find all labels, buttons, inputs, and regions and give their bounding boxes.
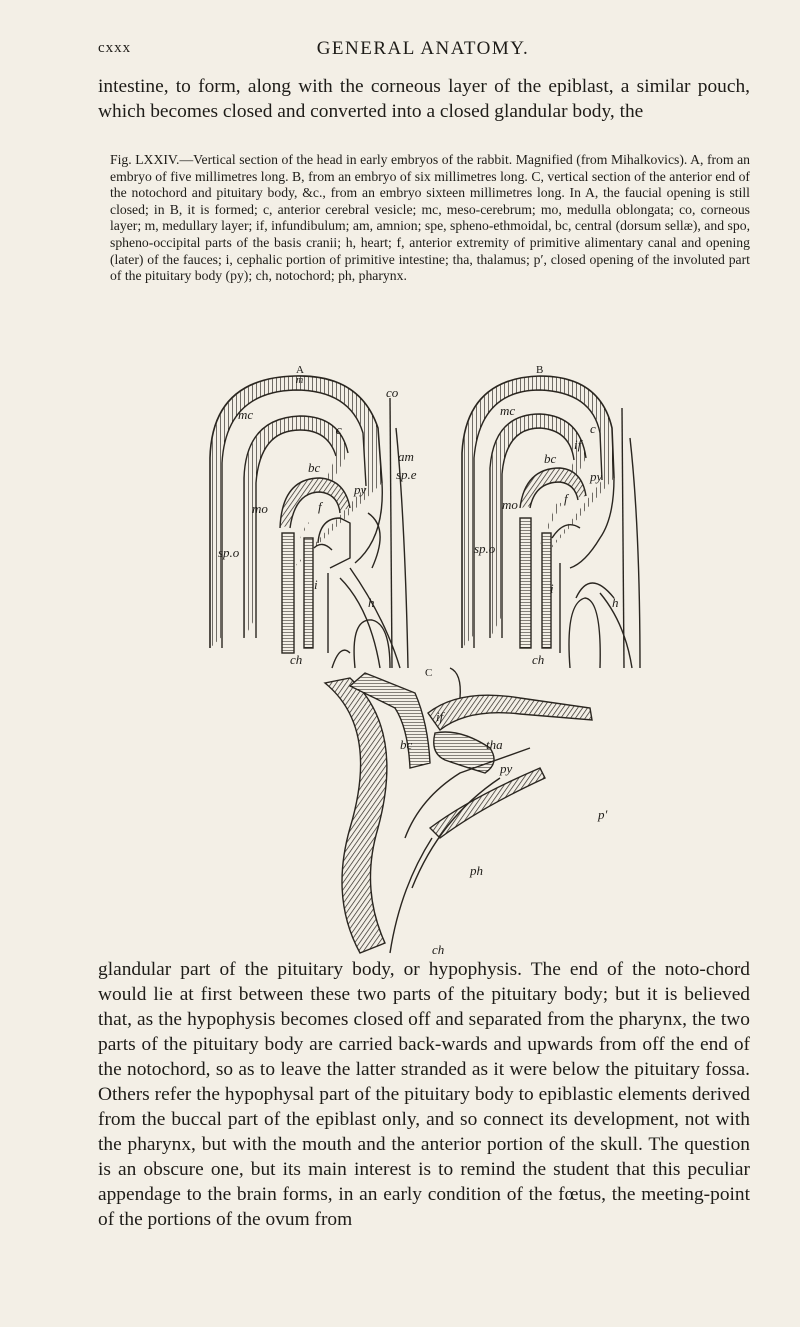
b-label-if: if (574, 437, 582, 452)
b-label-ch: ch (532, 652, 545, 667)
embryo-section-figure (200, 364, 760, 958)
a-label-co: co (386, 385, 399, 400)
figure-caption (98, 152, 750, 285)
b-label-c: c (590, 421, 596, 436)
a-label-h: h (368, 595, 375, 610)
top-paragraph: intestine, to form, along with the corneous layer of the epiblast, a similar pouch, which becomes closed and converted into a closed glandular body, the (98, 76, 750, 122)
a-label-m: m (296, 375, 304, 386)
panel-c-drawing (325, 668, 592, 953)
b-label-mc: mc (500, 403, 516, 418)
c-label-ch: ch (432, 942, 445, 957)
a-label-spe: sp.e (396, 467, 417, 482)
running-title: GENERAL ANATOMY. (316, 38, 530, 59)
c-label-bc: bc (400, 737, 413, 752)
a-label-f: f (318, 499, 322, 514)
a-label-i: i (314, 577, 318, 592)
running-head (98, 40, 748, 64)
caption-figure-number: Fig. LXXIV. (110, 152, 180, 167)
panel-letter-a: A (296, 364, 304, 376)
a-label-c: c (336, 422, 342, 437)
b-label-h: h (612, 595, 619, 610)
a-label-spo: sp.o (218, 545, 240, 560)
a-label-ch: ch (290, 652, 303, 667)
c-label-py: py (500, 761, 513, 776)
b-label-bc: bc (544, 451, 557, 466)
c-label-tha: tha (486, 737, 503, 752)
b-label-py: py (590, 469, 603, 484)
bottom-paragraph: glandular part of the pituitary body, or hypophysis. The end of the noto-chord would lie at first between these two parts of the pituitary body; but it is believed that, as the hypophysis becomes closed off and separated from the pharynx, the two parts of the pituitary body are carried back-wards and upwards from off the end of the notochord, so as to leave the latter stranded as it were below the pituitary fossa. Others refer the hypophysal part of the pituitary body to epiblastic elements derived from the buccal part of the epiblast only, and so connect its development, not with the pharynx, but with the mouth and the anterior portion of the skull. The question is an obscure one, but its main interest is to remind the student that this peculiar appendage to the brain forms, in an early condition of the fœtus, the meeting-point of the portions of the ovum from (98, 959, 750, 1230)
b-label-f: f (564, 491, 568, 506)
c-label-if: if (436, 709, 444, 724)
a-label-mo: mo (252, 501, 268, 516)
a-label-py: py (354, 482, 367, 497)
panel-letter-b: B (536, 364, 544, 376)
c-label-ph: ph (470, 863, 483, 878)
b-label-i: i (550, 581, 554, 596)
c-label-p1: p′ (598, 807, 608, 822)
a-label-mc: mc (238, 407, 254, 422)
caption-text: —Vertical section of the head in early embryos of the rabbit. Magnified (from Mihalkovics). A, from an embryo of five millimetres long. B, from an embryo of six millimetres long. C, vertical section of the anterior end of the notochord and pituitary body, &c., from an embryo sixteen millimetres long. In A, the faucial opening is still closed; in B, it is formed; c, anterior cerebral vesicle; mc, meso-cerebrum; mo, medulla oblongata; co, corneous layer; m, medullary layer; if, infundibulum; am, amnion; spe, spheno-ethmoidal, bc, central (dorsum sellæ), and spo, spheno-occipital parts of the basis cranii; h, heart; f, anterior extremity of primitive alimentary canal and opening (later) of the fauces; i, cephalic portion of primitive intestine; tha, thalamus; p′, closed opening of the involuted part of the pituitary body (py); ch, notochord; ph, pharynx. (110, 152, 750, 284)
a-label-am: am (398, 449, 414, 464)
a-label-bc: bc (308, 460, 321, 475)
panel-b-drawing (462, 376, 640, 668)
page-number: cxxx (98, 40, 132, 56)
panel-letter-c: C (425, 667, 433, 679)
b-label-spo: sp.o (474, 541, 496, 556)
b-label-mo: mo (502, 497, 518, 512)
